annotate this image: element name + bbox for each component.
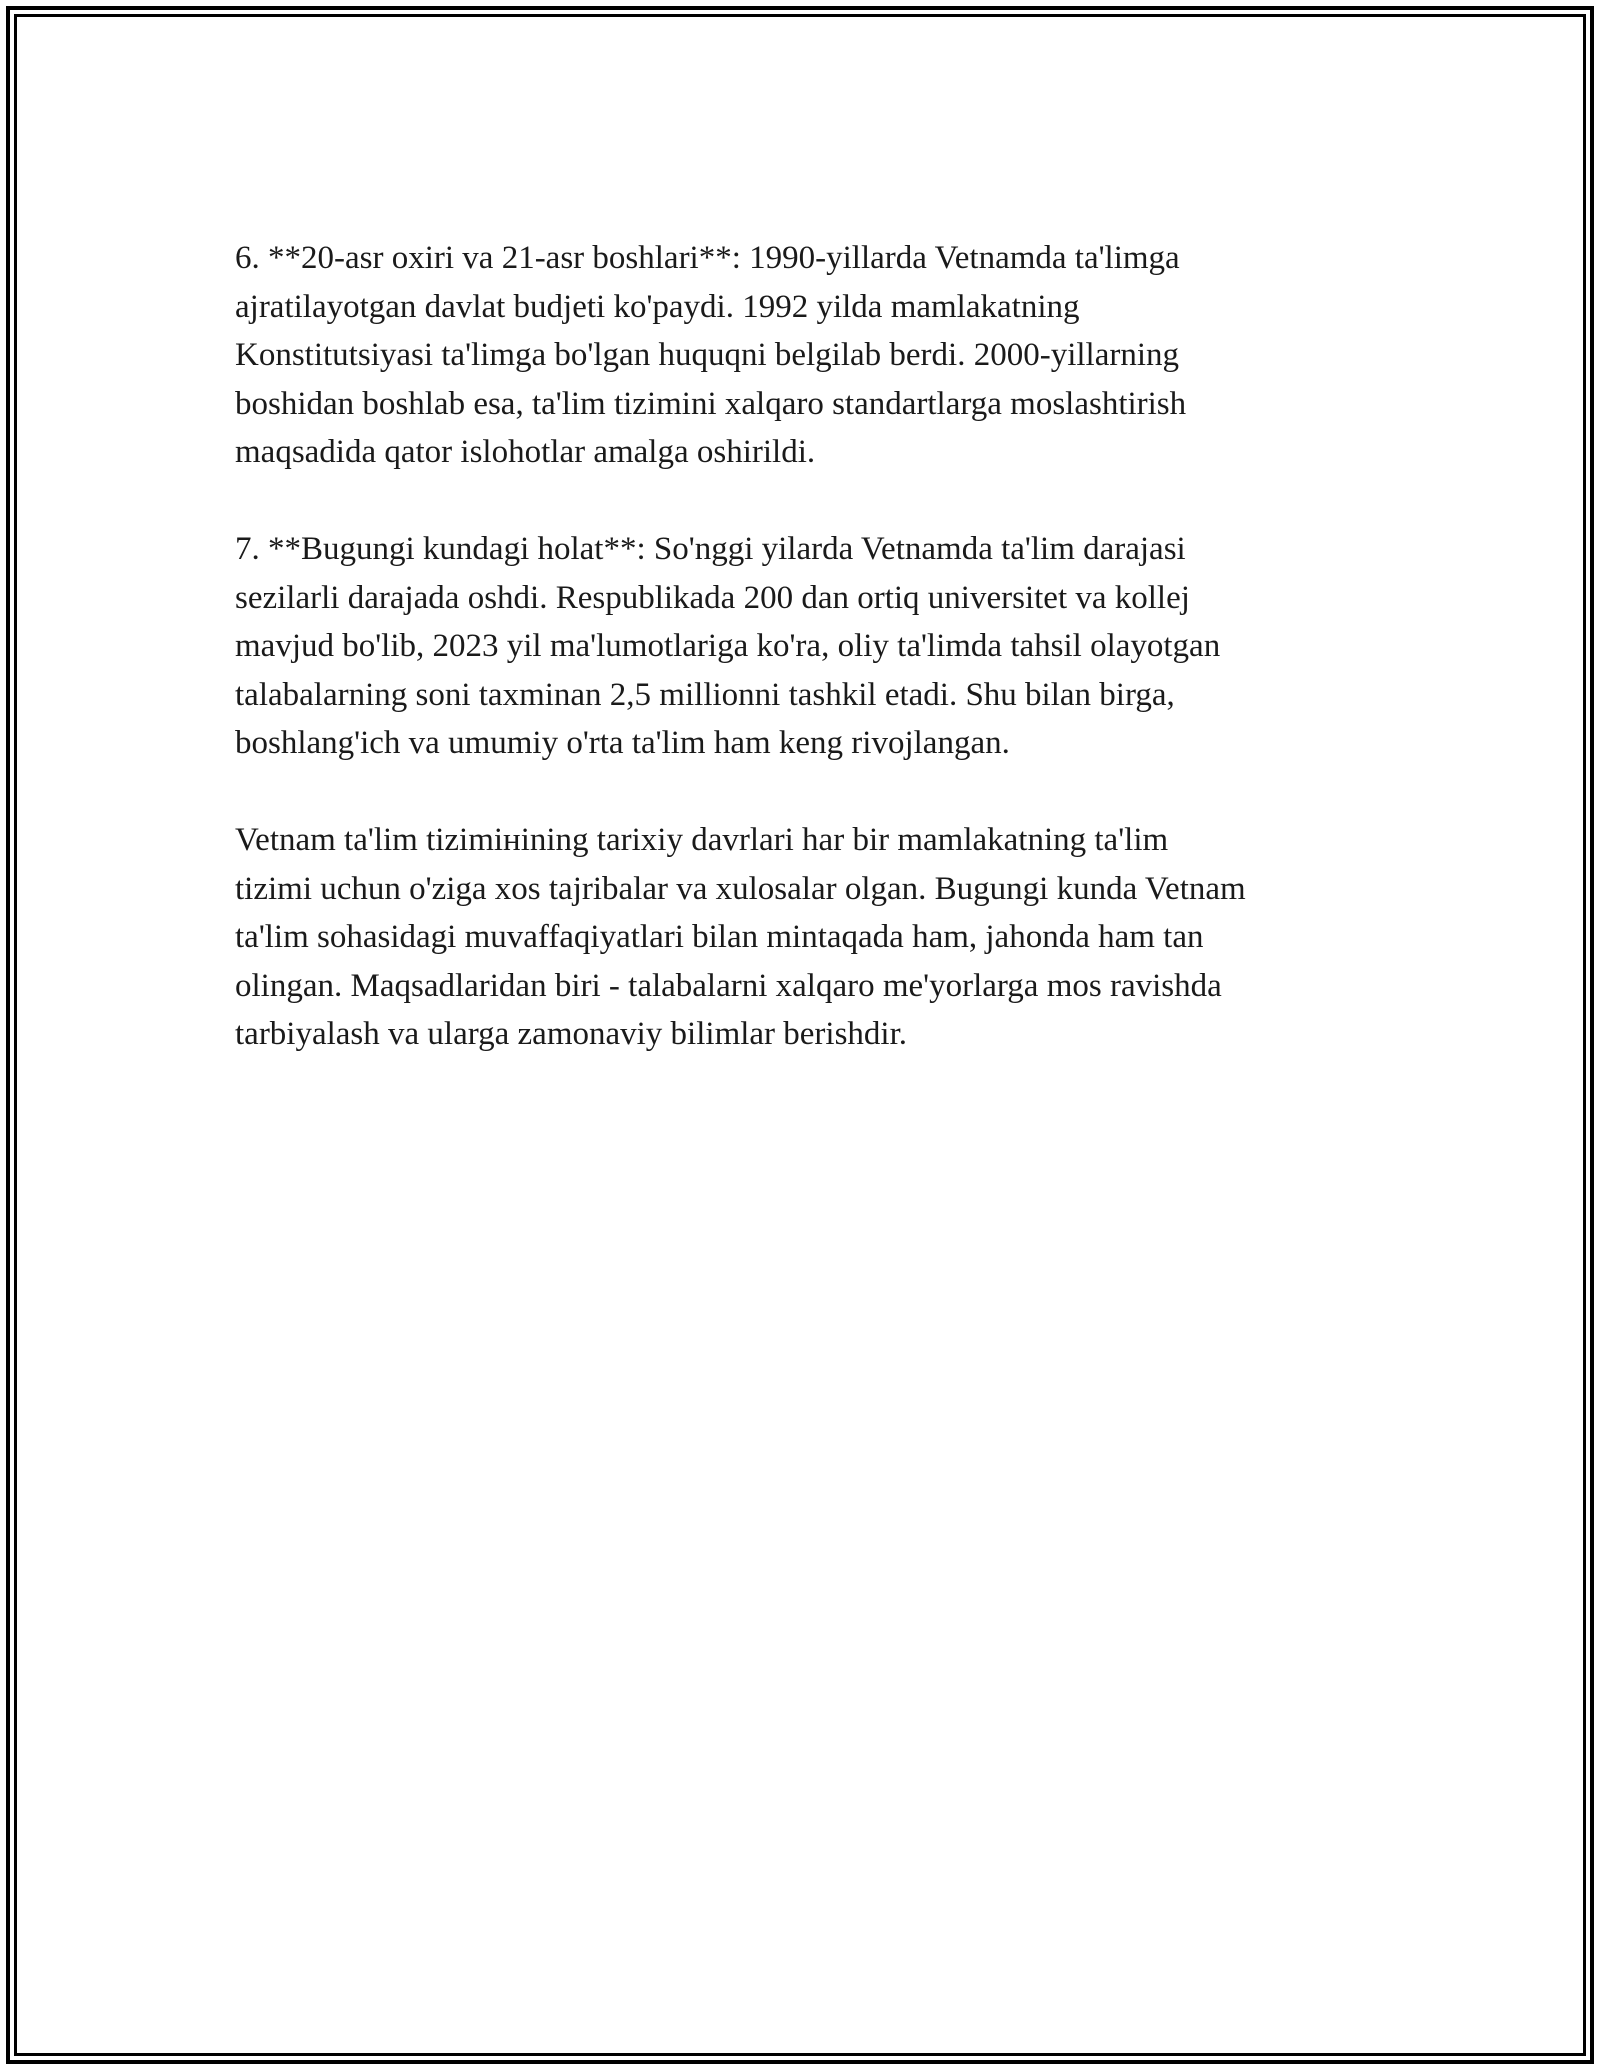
text-line: ta'lim sohasidagi muvaffaqiyatlari bilan mintaqada ham, jahonda ham tan bbox=[235, 919, 1204, 955]
text-line: boshlang'ich va umumiy o'rta ta'lim ham keng rivojlangan. bbox=[235, 725, 1010, 761]
text-line: ajratilayotgan davlat budjeti ko'paydi. 1992 yilda mamlakatning bbox=[235, 288, 1080, 325]
text-line: talabalarning soni taxminan 2,5 millionni tashkil etadi. Shu bilan birga, bbox=[235, 676, 1175, 713]
paragraph-section-6 bbox=[235, 234, 1385, 477]
text-line: Vetnam ta'lim tizimінining tarixiy davrlari har bir mamlakatning ta'lim bbox=[235, 822, 1169, 858]
text-line: 6. **20-asr oxiri va 21-asr boshlari**: 1990-yillarda Vetnamda ta'limga bbox=[235, 240, 1180, 276]
text-line: 7. **Bugungi kundagi holat**: So'nggi yilarda Vetnamda ta'lim darajasi bbox=[235, 531, 1186, 567]
text-line: olingan. Maqsadlaridan biri - talabalarni xalqaro me'yorlarga mos ravishda bbox=[235, 967, 1222, 1004]
text-line: maqsadida qator islohotlar amalga oshirildi. bbox=[235, 434, 816, 470]
text-line: Konstitutsiyasi ta'limga bo'lgan huquqni belgilab berdi. 2000-yillarning bbox=[235, 337, 1180, 373]
document-body bbox=[235, 234, 1385, 1107]
text-line: tizimi uchun o'ziga xos tajribalar va xulosalar olgan. Bugungi kunda Vetnam bbox=[235, 870, 1246, 907]
paragraph-conclusion bbox=[235, 816, 1385, 1059]
text-line: boshidan boshlab esa, ta'lim tizimini xalqaro standartlarga moslashtirish bbox=[235, 385, 1187, 422]
text-line: sezilarli darajada oshdi. Respublikada 200 dan ortiq universitet va kollej bbox=[235, 579, 1190, 616]
text-line: tarbiyalash va ularga zamonaviy bilimlar berishdir. bbox=[235, 1016, 908, 1052]
paragraph-section-7 bbox=[235, 525, 1385, 768]
text-line: mavjud bo'lib, 2023 yil ma'lumotlariga ko'ra, oliy ta'limda tahsil olayotgan bbox=[235, 628, 1221, 664]
